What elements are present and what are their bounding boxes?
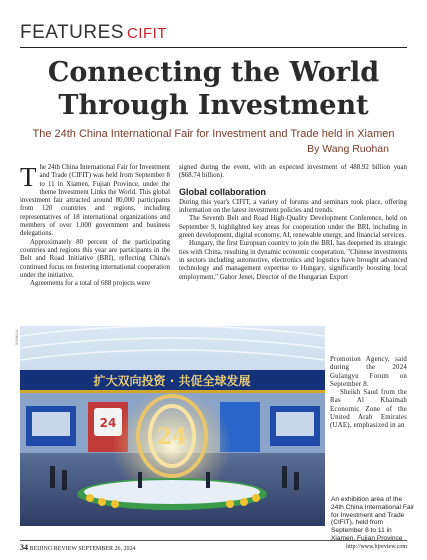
paragraph: Promotion Agency, said during the 2024 Gulangyu Forum on September 8. xyxy=(330,356,407,388)
subsection-label: CIFIT xyxy=(126,25,167,42)
byline: By Wang Ruohan xyxy=(307,143,389,155)
paragraph: Approximately 80 percent of the participating countries and regions this year are participants in the Belt and Road Initiative (BRI), reflecting China's continued focus on fostering international cooperation under the initiative. xyxy=(20,238,170,279)
column-3 xyxy=(330,356,407,431)
svg-text:24: 24 xyxy=(99,416,117,430)
column-1 xyxy=(20,164,170,288)
paragraph: During this year's CIFIT, a variety of forums and seminars took place, offering information on the latest investment policies and trends. xyxy=(179,198,407,215)
paragraph: Hungary, the first European country to join the BRI, has deepened its strategic ties with China, resulting in dynamic economic cooperation. "Chinese investments in sectors including automotive, electronics and logistics have brought advanced technology and management expertise to Hungary, significantly boosting local employment," Gabor Jenei, Director of the Hungarian Export xyxy=(179,240,407,281)
section-label: FEATURES xyxy=(20,22,124,43)
publication-name: BEIJING REVIEW SEPTEMBER 26, 2024 xyxy=(29,546,136,552)
page-number: 34 xyxy=(20,543,28,552)
footer-rule xyxy=(20,540,407,541)
article-subtitle: The 24th China International Fair for Investment and Trade held in Xiamen xyxy=(32,128,395,140)
section-header xyxy=(20,22,167,44)
footer-publication xyxy=(20,543,136,552)
paragraph: signed during the event, with an expected investment of 488.92 billion yuan ($68.74 billion). xyxy=(179,164,407,180)
footer-url: http://www.bjreview.com xyxy=(346,544,407,550)
section-heading: Global collaboration xyxy=(179,186,267,197)
exhibition-hall-image xyxy=(20,326,325,526)
title-line-2: Through Investment xyxy=(58,90,369,121)
column-2 xyxy=(179,164,407,282)
header-rule xyxy=(20,47,407,48)
article-title xyxy=(0,56,427,122)
svg-text:24: 24 xyxy=(156,424,188,450)
exhibition-photo xyxy=(20,326,325,526)
photo-credit: XINHUA xyxy=(14,330,19,346)
paragraph: The 24th China International Fair for Investment and Trade (CIFIT) was held from September 8 to 11 in Xiamen, Fujian Province, under the theme Investment Links the World. This global investment fair attracted around 80,000 participants from 120 countries and regions, including representatives of 18 international organizations and members of over 1,000 government and business delegations. xyxy=(20,162,171,238)
banner-text: 扩大双向投资 · 共促全球发展 xyxy=(93,374,251,388)
paragraph: Agreements for a total of 688 projects were xyxy=(30,280,150,288)
paragraph: The Seventh Belt and Road High-Quality Development Conference, held on September 9, highlighted key areas for cooperation under the BRI, including in green development, digital economy, AI, renewable energy, and financial services. xyxy=(179,215,407,240)
drop-cap: T xyxy=(20,162,37,192)
paragraph: Sheikh Saud from the Ras Al Khaimah Economic Zone of the United Arab Emirates (UAE), emphasized in an xyxy=(330,389,407,430)
title-line-1: Connecting the World xyxy=(47,57,380,88)
photo-caption: An exhibition area of the 24th China International Fair for Investment and Trade (CIFIT), held from September 8 to 11 in Xiamen, Fujian Province xyxy=(331,496,415,542)
